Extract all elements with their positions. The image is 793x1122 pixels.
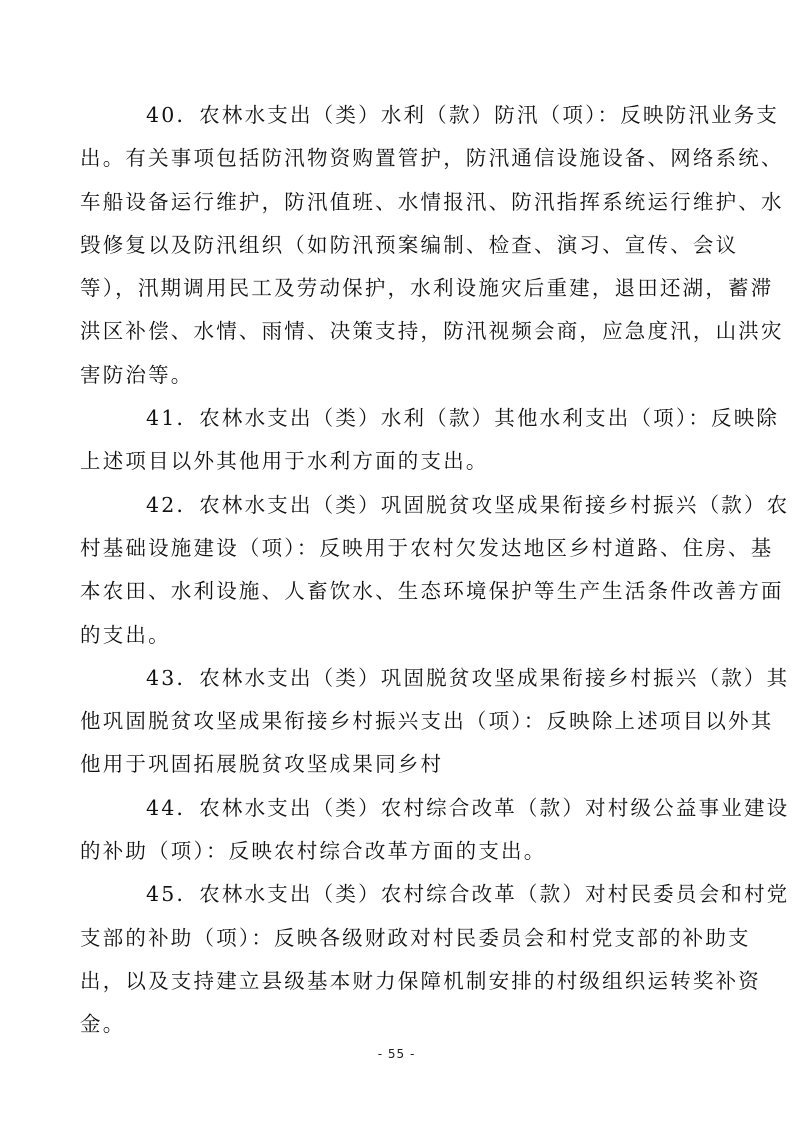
paragraph-line: 毁修复以及防汛组织（如防汛预案编制、检查、演习、宣传、会议: [80, 232, 739, 257]
paragraph-43: [80, 657, 790, 787]
document-body: [80, 94, 790, 1047]
paragraph-line: 支部的补助（项）：反映各级财政对村民委员会和村党支部的补助支: [80, 925, 751, 950]
paragraph-line: 他用于巩固拓展脱贫攻坚成果同乡村: [80, 752, 444, 777]
paragraph-line: 上述项目以外其他用于水利方面的支出。: [80, 449, 489, 474]
paragraph-line: 车船设备运行维护，防汛值班、水情报汛、防汛指挥系统运行维护、水: [80, 189, 784, 214]
paragraph-45: [80, 873, 790, 1046]
paragraph-44: [80, 787, 790, 874]
paragraph-40: [80, 94, 784, 397]
paragraph-line: 村基础设施建设（项）：反映用于农村欠发达地区乡村道路、住房、基: [80, 535, 774, 560]
paragraph-line: 害防治等。: [80, 362, 194, 387]
paragraph-line: 的补助（项）：反映农村综合改革方面的支出。: [80, 839, 547, 864]
paragraph-line: 43．农林水支出（类）巩固脱贫攻坚成果衔接乡村振兴（款）其: [146, 665, 790, 690]
paragraph-line: 出，以及支持建立县级基本财力保障机制安排的村级组织运转奖补资: [80, 968, 761, 993]
paragraph-42: [80, 484, 790, 657]
paragraph-line: 45．农林水支出（类）农村综合改革（款）对村民委员会和村党: [146, 882, 790, 907]
paragraph-line: 42．农林水支出（类）巩固脱贫攻坚成果衔接乡村振兴（款）农: [146, 492, 790, 517]
page-number: - 55 -: [377, 1047, 416, 1061]
paragraph-line: 出。有关事项包括防汛物资购置管护，防汛通信设施设备、网络系统、: [80, 146, 784, 171]
paragraph-line: 本农田、水利设施、人畜饮水、生态环境保护等生产生活条件改善方面: [80, 579, 784, 604]
paragraph-line: 的支出。: [80, 622, 171, 647]
paragraph-line: 金。: [80, 1012, 126, 1037]
paragraph-line: 44．农林水支出（类）农村综合改革（款）对村级公益事业建设: [146, 795, 790, 820]
paragraph-line: 洪区补偿、水情、雨情、决策支持，防汛视频会商，应急度汛，山洪灾: [80, 319, 784, 344]
paragraph-41: [80, 397, 780, 484]
paragraph-line: 40．农林水支出（类）水利（款）防汛（项）：反映防汛业务支: [146, 103, 780, 127]
paragraph-line: 他巩固脱贫攻坚成果衔接乡村振兴支出（项）：反映除上述项目以外其: [80, 709, 774, 734]
paragraph-line: 41．农林水支出（类）水利（款）其他水利支出（项）：反映除: [146, 406, 780, 431]
paragraph-line: 等），汛期调用民工及劳动保护，水利设施灾后重建，退田还湖，蓄滞: [80, 276, 774, 301]
